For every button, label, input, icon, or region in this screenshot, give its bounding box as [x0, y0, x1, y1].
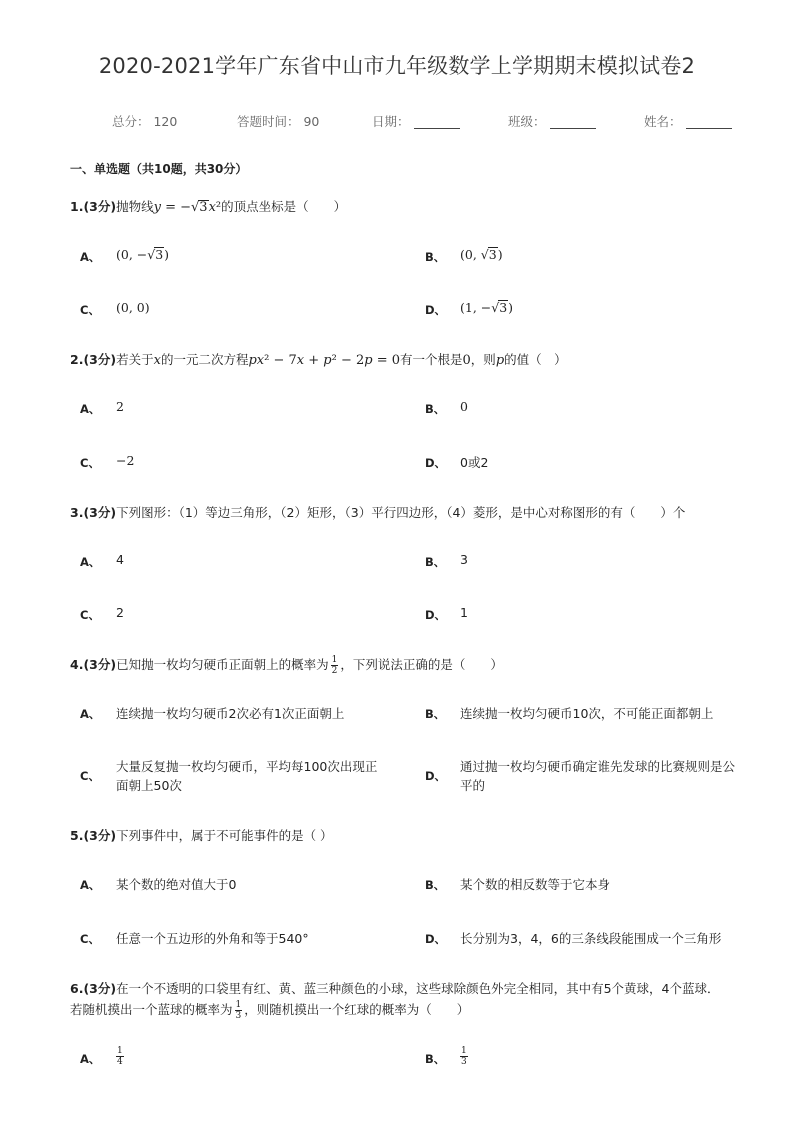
question-text: 若关于 [116, 352, 154, 367]
option-letter[interactable]: C、 [80, 932, 100, 946]
question-text: 的一元二次方程 [160, 352, 249, 367]
option-text[interactable]: 大量反复抛一枚均匀硬币，平均每100次出现正面朝上50次 [116, 759, 378, 793]
option-text[interactable]: 长分别为3，4，6的三条线段能围成一个三角形 [460, 931, 722, 946]
option-text[interactable]: 0或2 [460, 455, 489, 470]
option-letter[interactable]: C、 [80, 456, 100, 470]
question-1 [70, 197, 750, 218]
question-text: ，则 [470, 352, 496, 367]
fraction-numerator: 1 [235, 1000, 242, 1010]
question-text: 在一个不透明的口袋里有红、黄、蓝三种颜色的小球，这些球除颜色外完全相同，其中有5个黄球，4个蓝球． [116, 981, 720, 996]
option-letter[interactable]: B、 [425, 707, 446, 721]
option-letter[interactable]: C、 [80, 769, 100, 783]
option-letter[interactable]: B、 [425, 250, 446, 264]
option-text[interactable]: (1, −√3) [460, 300, 514, 315]
option-text[interactable]: 1 [460, 605, 468, 620]
option-letter[interactable]: B、 [425, 1052, 446, 1066]
date-blank[interactable] [414, 114, 460, 129]
question-text: 的值（ ） [504, 352, 567, 367]
option-text[interactable]: (0, −√3) [116, 247, 170, 262]
option-text[interactable]: (0, 0) [116, 300, 150, 315]
question-number: 4.(3分) [70, 657, 117, 672]
variable-x: x [153, 353, 161, 368]
option-letter[interactable]: B、 [425, 878, 446, 892]
question-text: ，则随机摸出一个红球的概率为（ ） [244, 1002, 470, 1017]
question-text: 已知抛一枚均匀硬币正面朝上的概率为 [116, 657, 329, 672]
fraction-denominator: 4 [117, 1057, 123, 1067]
question-text: ，下列说法正确的是（ ） [340, 657, 503, 672]
question-number: 6.(3分) [70, 981, 117, 996]
section-heading: 一、单选题（共10题，共30分） [70, 162, 248, 176]
question-text: 下列事件中，属于不可能事件的是（ ） [116, 828, 333, 843]
option-text[interactable]: 2 [116, 399, 124, 414]
question-number: 2.(3分) [70, 352, 117, 367]
class-label: 班级： [508, 114, 546, 129]
option-text[interactable] [458, 1046, 470, 1067]
fraction-numerator: 1 [117, 1046, 123, 1056]
question-6-line-2 [70, 1000, 750, 1021]
question-text: 抛物线 [116, 199, 154, 214]
fraction-numerator: 1 [461, 1046, 467, 1056]
fraction-denominator: 3 [461, 1057, 467, 1067]
option-text[interactable]: 通过抛一枚均匀硬币确定谁先发球的比赛规则是公平的 [460, 759, 736, 793]
option-letter[interactable]: C、 [80, 608, 100, 622]
question-text: 的顶点坐标是（ ） [221, 199, 347, 214]
option-letter[interactable]: C、 [80, 303, 100, 317]
variable-p: p [495, 353, 505, 368]
question-number: 3.(3分) [70, 505, 117, 520]
option-letter[interactable]: B、 [425, 402, 446, 416]
class-field[interactable] [508, 112, 596, 130]
fraction [331, 655, 339, 676]
option-text[interactable]: 2 [116, 605, 124, 620]
question-text: 有一个根是 [400, 352, 463, 367]
question-6 [70, 979, 750, 999]
date-label: 日期： [372, 114, 410, 129]
exam-time: 答题时间： 90 [237, 114, 320, 129]
option-letter[interactable]: A、 [80, 555, 101, 569]
option-text[interactable]: (0, √3) [460, 247, 503, 262]
total-score: 总分： 120 [112, 114, 178, 129]
question-text: 若随机摸出一个蓝球的概率为 [70, 1002, 233, 1017]
option-text[interactable]: 某个数的绝对值大于0 [116, 877, 237, 892]
option-letter[interactable]: D、 [425, 608, 447, 622]
question-4 [70, 655, 750, 676]
option-letter[interactable]: A、 [80, 878, 101, 892]
option-letter[interactable]: A、 [80, 402, 101, 416]
fraction-denominator: 2 [331, 666, 338, 676]
option-letter[interactable]: A、 [80, 250, 101, 264]
option-letter[interactable]: D、 [425, 932, 447, 946]
option-text[interactable]: 3 [460, 552, 468, 567]
name-label: 姓名： [644, 114, 682, 129]
option-text[interactable]: −2 [116, 453, 135, 468]
fraction [235, 1000, 243, 1021]
option-text[interactable]: 连续抛一枚均匀硬币2次必有1次正面朝上 [116, 706, 345, 721]
date-field[interactable] [372, 112, 460, 130]
question-text: 下列图形：（1）等边三角形，（2）矩形，（3）平行四边形，（4）菱形，是中心对称图形的有（ ）个 [116, 505, 686, 520]
option-letter[interactable]: D、 [425, 303, 447, 317]
question-math: y = −√3x² [153, 200, 222, 215]
option-letter[interactable]: D、 [425, 456, 447, 470]
fraction-denominator: 3 [235, 1011, 242, 1021]
fraction [116, 1046, 124, 1067]
question-number: 5.(3分) [70, 828, 117, 843]
question-2 [70, 350, 750, 371]
option-letter[interactable]: A、 [80, 707, 101, 721]
option-text[interactable]: 某个数的相反数等于它本身 [460, 877, 611, 892]
question-number: 1.(3分) [70, 199, 117, 214]
option-letter[interactable]: A、 [80, 1052, 101, 1066]
option-text[interactable]: 连续抛一枚均匀硬币10次，不可能正面都朝上 [460, 706, 714, 721]
option-text[interactable]: 0 [460, 399, 468, 414]
question-3 [70, 503, 750, 523]
name-field[interactable] [644, 112, 732, 130]
question-math: 0 [462, 353, 471, 368]
name-blank[interactable] [686, 114, 732, 129]
option-text[interactable]: 4 [116, 552, 124, 567]
question-5 [70, 826, 750, 846]
option-letter[interactable]: B、 [425, 555, 446, 569]
page-title: 2020-2021学年广东省中山市九年级数学上学期期末模拟试卷2 [98, 54, 696, 78]
class-blank[interactable] [550, 114, 596, 129]
option-text[interactable]: 任意一个五边形的外角和等于540° [116, 931, 309, 946]
fraction [460, 1046, 468, 1067]
option-text[interactable] [114, 1046, 126, 1067]
fraction-numerator: 1 [331, 655, 338, 665]
question-math: px² − 7x + p² − 2p = 0 [248, 353, 400, 368]
option-letter[interactable]: D、 [425, 769, 447, 783]
